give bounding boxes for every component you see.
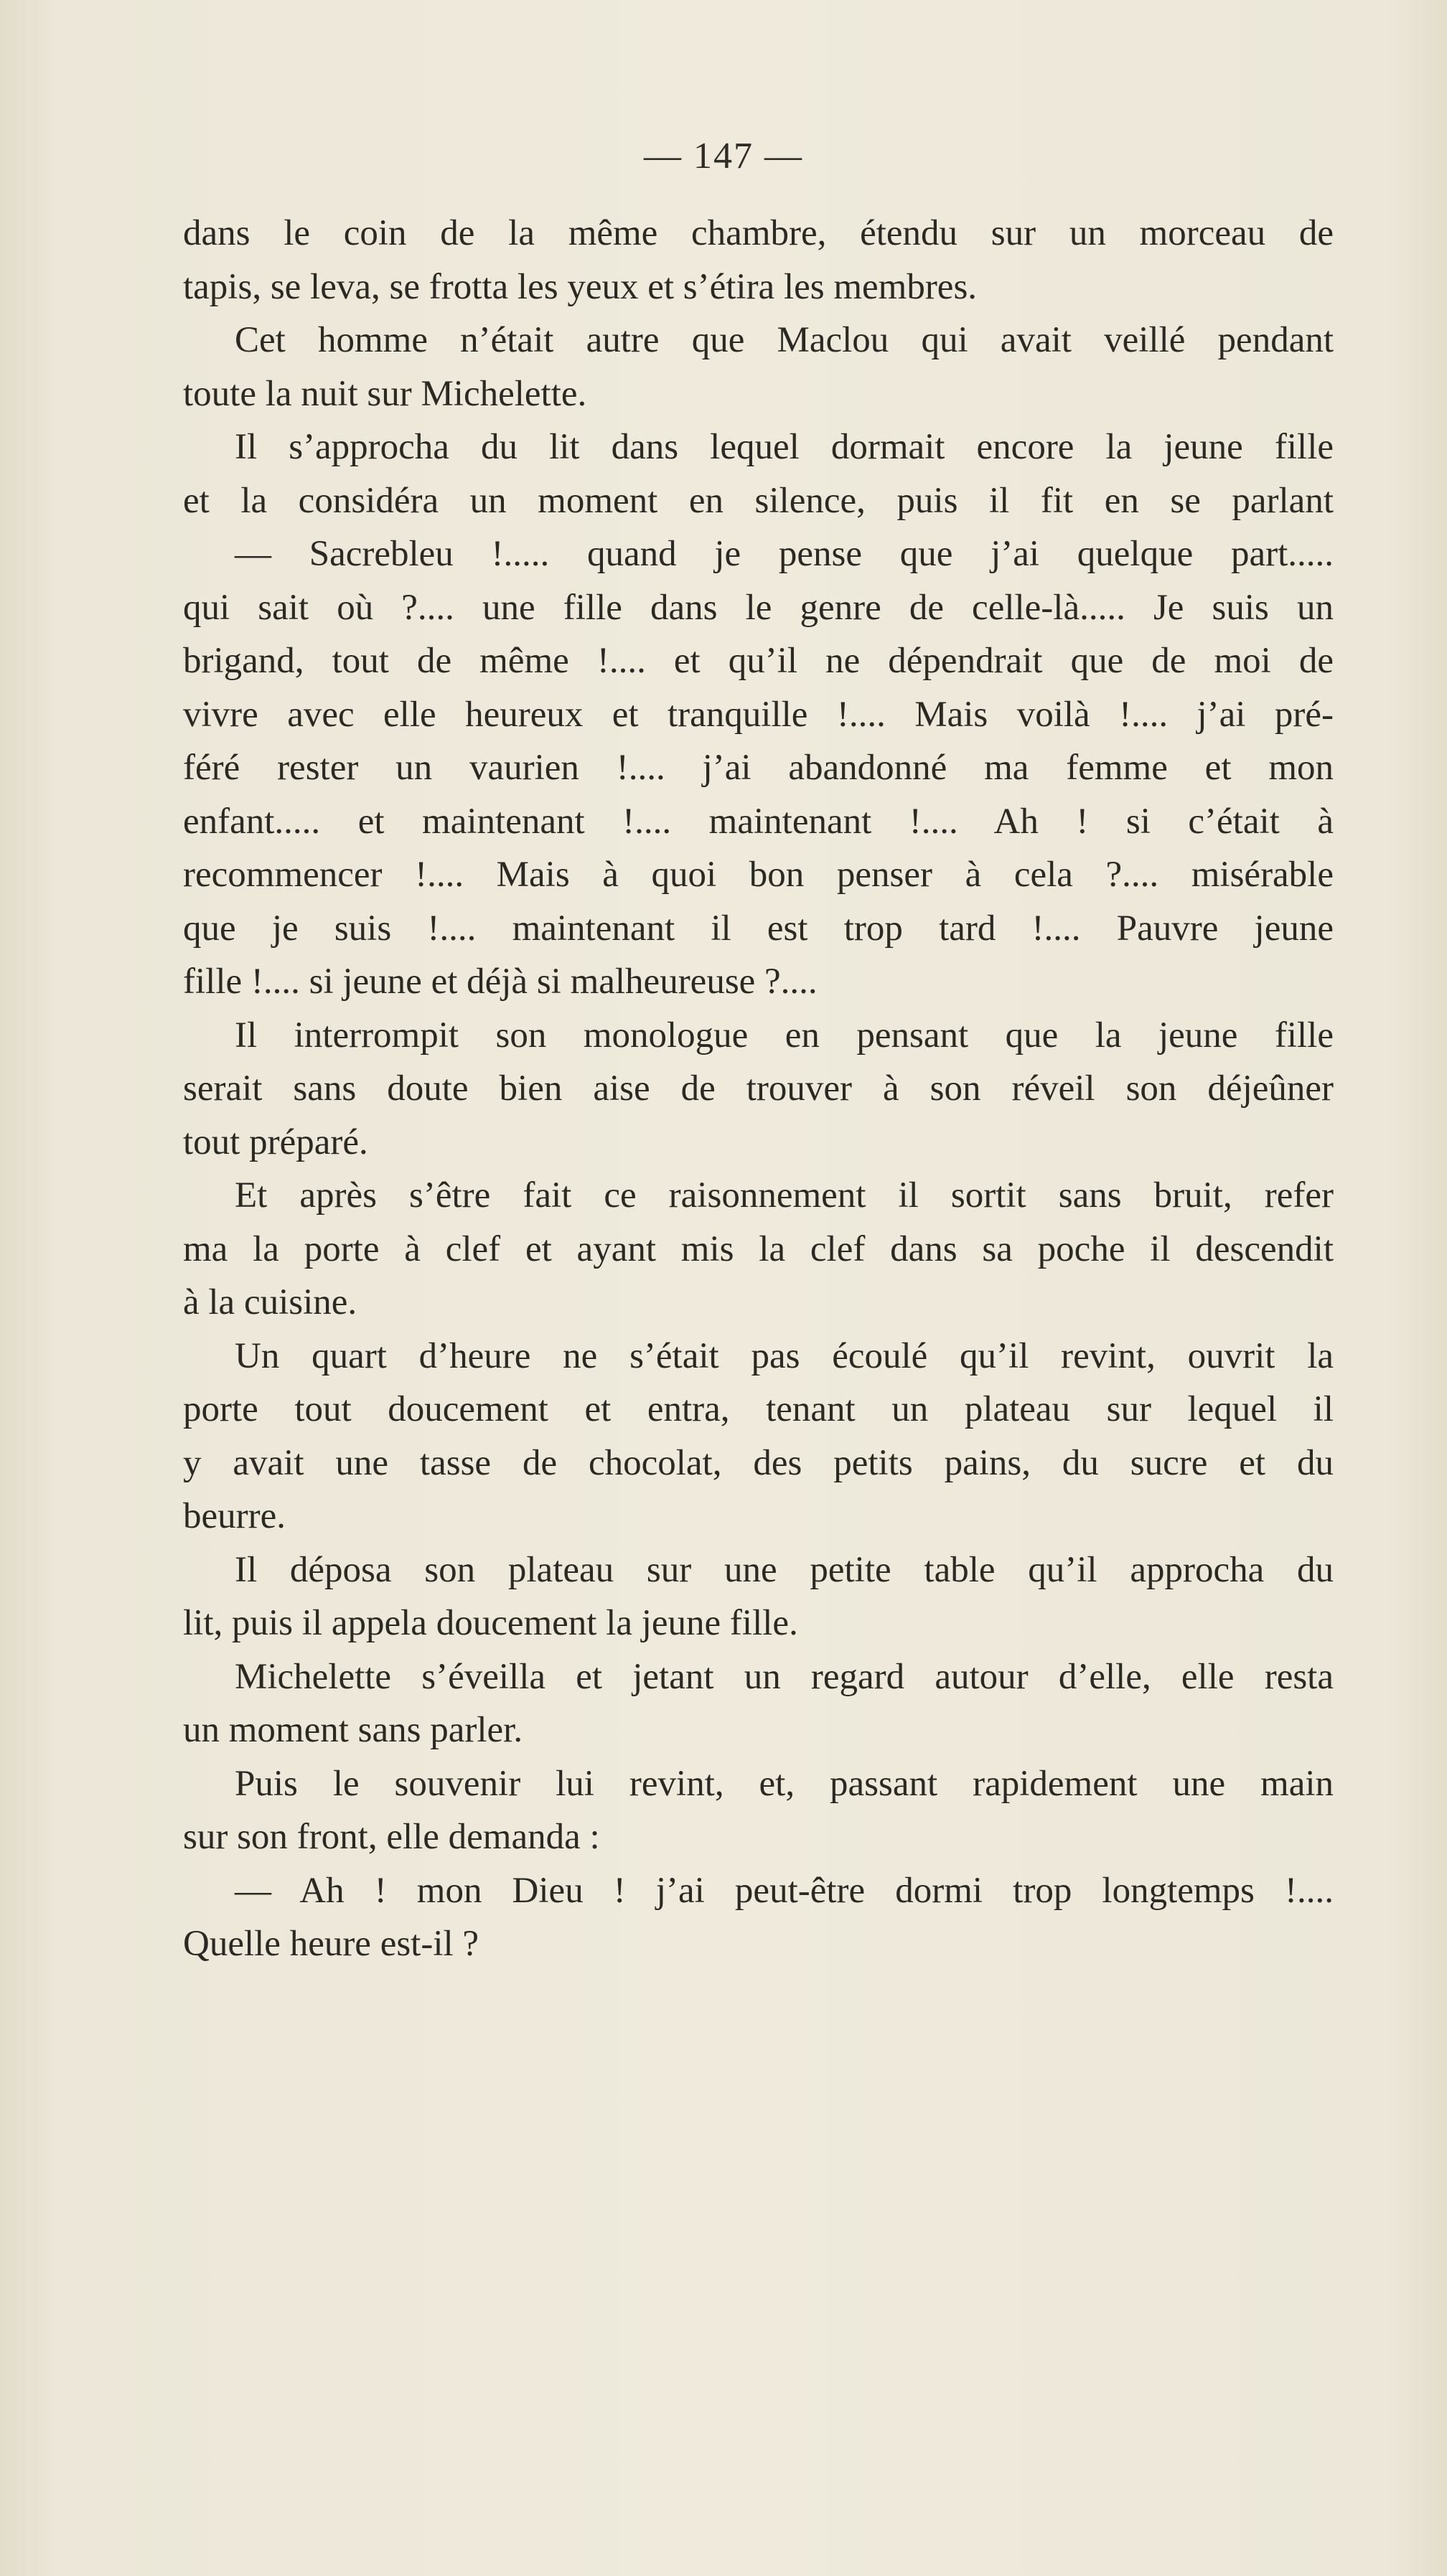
text-line: sur son front, elle demanda : — [183, 1817, 600, 1857]
text-line: — Ah ! mon Dieu ! j’ai peut-être dormi trop longtemps !.... — [235, 1870, 1334, 1911]
text-line: recommencer !.... Mais à quoi bon penser à cela ?.... misérable — [183, 855, 1334, 895]
text-line: Il interrompit son monologue en pensant que la jeune fille — [235, 1015, 1334, 1056]
text-line: à la cuisine. — [183, 1282, 357, 1322]
text-line: brigand, tout de même !.... et qu’il ne dépendrait que de moi de — [183, 641, 1334, 681]
text-line: tapis, se leva, se frotta les yeux et s’étira les membres. — [183, 266, 978, 307]
text-line: enfant..... et maintenant !.... maintenant !.... Ah ! si c’était à — [183, 801, 1334, 842]
text-line: serait sans doute bien aise de trouver à son réveil son déjeûner — [183, 1068, 1334, 1109]
text-line: Quelle heure est-il ? — [183, 1924, 479, 1964]
text-line: toute la nuit sur Michelette. — [183, 373, 587, 414]
text-line: lit, puis il appela doucement la jeune fille. — [183, 1603, 798, 1643]
text-line: tout préparé. — [183, 1122, 368, 1162]
text-line: Un quart d’heure ne s’était pas écoulé qu’il revint, ouvrit la — [235, 1335, 1334, 1376]
text-line: fille !.... si jeune et déjà si malheureuse ?.... — [183, 962, 818, 1002]
body-text — [183, 207, 1334, 1971]
text-line: dans le coin de la même chambre, étendu sur un morceau de — [183, 213, 1334, 253]
text-line: qui sait où ?.... une fille dans le genre de celle-là..... Je suis un — [183, 587, 1334, 628]
text-line: un moment sans parler. — [183, 1710, 523, 1750]
text-line: Cet homme n’était autre que Maclou qui avait veillé pendant — [235, 320, 1334, 360]
text-line: y avait une tasse de chocolat, des petits pains, du sucre et du — [183, 1442, 1334, 1483]
text-line: — Sacrebleu !..... quand je pense que j’ai quelque part..... — [235, 534, 1334, 574]
text-line: que je suis !.... maintenant il est trop tard !.... Pauvre jeune — [183, 908, 1334, 949]
text-line: Il déposa son plateau sur une petite table qu’il approcha du — [235, 1549, 1334, 1590]
text-line: féré rester un vaurien !.... j’ai abandonné ma femme et mon — [183, 748, 1334, 788]
text-line: ma la porte à clef et ayant mis la clef dans sa poche il descendit — [183, 1228, 1334, 1269]
text-line: Michelette s’éveilla et jetant un regard autour d’elle, elle resta — [235, 1656, 1334, 1697]
text-line: Puis le souvenir lui revint, et, passant rapidement une main — [235, 1763, 1334, 1804]
text-line: et la considéra un moment en silence, puis il fit en se parlant — [183, 480, 1334, 521]
text-line: Et après s’être fait ce raisonnement il sortit sans bruit, refer — [235, 1175, 1334, 1216]
page-number: — 147 — — [644, 136, 803, 177]
text-line: beurre. — [183, 1496, 286, 1536]
text-line: vivre avec elle heureux et tranquille !.... Mais voilà !.... j’ai pré- — [183, 694, 1334, 735]
text-line: Il s’approcha du lit dans lequel dormait encore la jeune fille — [235, 427, 1334, 467]
text-line: porte tout doucement et entra, tenant un plateau sur lequel il — [183, 1389, 1334, 1429]
